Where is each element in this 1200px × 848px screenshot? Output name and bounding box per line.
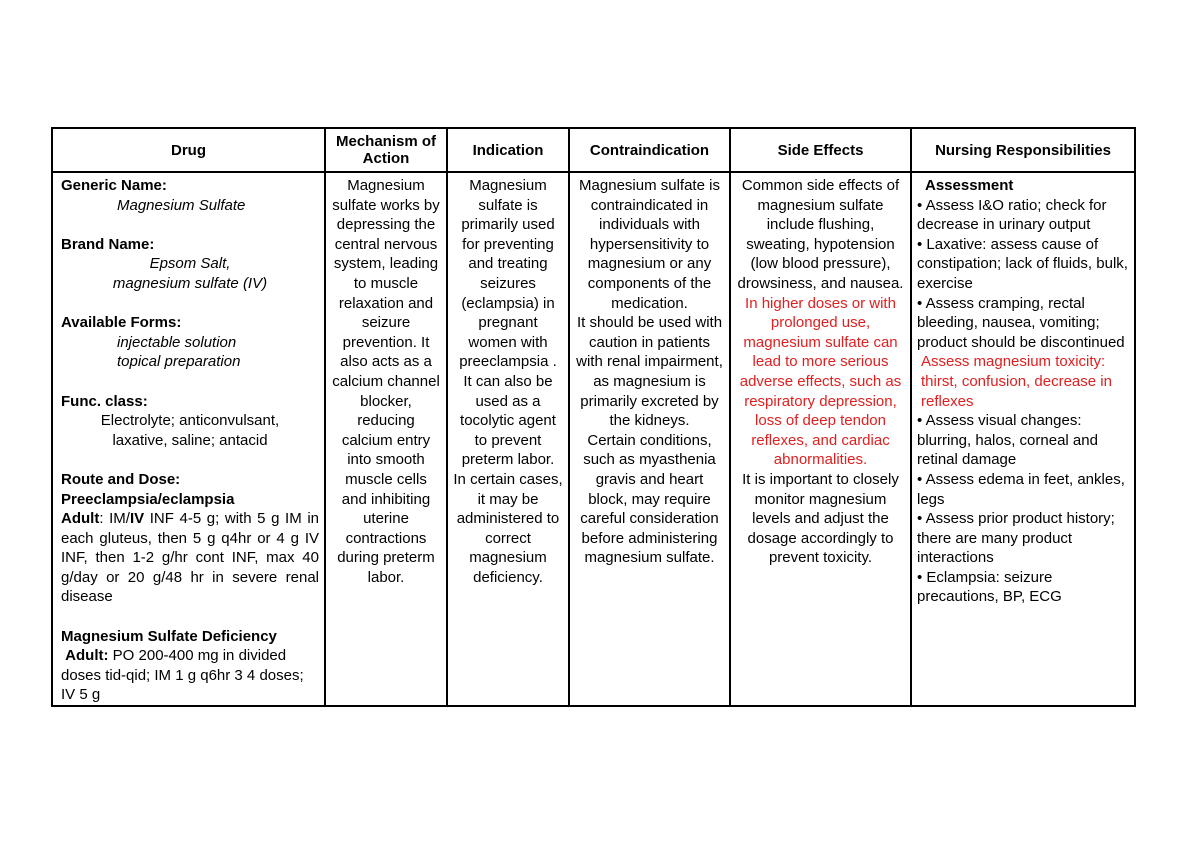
side-effects-text-3: It is important to closely monitor magnesium levels and adjust the dosage accordingly to prevent toxicity. [742,470,899,567]
contraindication-text-1: Magnesium sulfate is contraindicated in individuals with hypersensitivity to magnesium or any components of the medication. [579,177,720,312]
nursing-item: • Assess prior product history; there are many product interactions [917,510,1115,567]
generic-name-label: Generic Name: [61,177,167,194]
side-effects-cell [730,172,911,706]
table-row [52,172,1135,706]
contraindication-text-2: It should be used with caution in patients with renal impairment, as magnesium is primarily excreted by the kidneys. [576,314,723,430]
header-row [52,128,1135,172]
nursing-item: • Assess cramping, rectal bleeding, nausea, vomiting; product should be discontinued [917,294,1125,351]
nursing-item: • Eclampsia: seizure precautions, BP, ECG [917,568,1062,606]
nursing-cell [911,172,1135,706]
available-form-2: topical preparation [117,353,241,371]
brand-name-value-1: Epsom Salt, [149,255,231,273]
deficiency-dose-text: Adult: PO 200-400 mg in divided doses tid-qid; IM 1 g q6hr 3 4 doses; IV 5 g [61,647,304,704]
contraindication-cell [569,172,730,706]
indication-text-1: Magnesium sulfate is primarily used for preventing and treating seizures (eclampsia) in pregnant women with preeclampsia . [459,177,557,371]
header-contraindication: Contraindication [569,128,730,172]
deficiency-adult-label: Adult: [65,647,109,665]
nursing-item: • Assess I&O ratio; check for decrease in urinary output [917,196,1107,234]
side-effects-text-1: Common side effects of magnesium sulfate include flushing, sweating, hypotension (low blood pressure), drowsiness, and nausea. [737,177,904,292]
deficiency-label: Magnesium Sulfate Deficiency [61,627,277,645]
header-drug: Drug [52,128,325,172]
func-class-value-1: Electrolyte; anticonvulsant, [100,412,280,430]
route-dose-subheading: Preeclampsia/eclampsia [61,490,235,508]
iv-label: IV [129,510,145,528]
side-effects-text-2: In higher doses or with prolonged use, magnesium sulfate can lead to more serious adverse effects, such as respiratory depression, loss of deep tendon reflexes, and cardiac abnormalities. [739,294,902,469]
header-mechanism: Mechanism of Action [325,128,447,172]
func-class-label: Func. class: [61,392,148,410]
header-indication: Indication [447,128,569,172]
indication-text-2: It can also be used as a tocolytic agent to prevent preterm labor. [460,372,556,469]
brand-name-label: Brand Name: [61,235,155,253]
mechanism-text: Magnesium sulfate works by depressing the central nervous system, leading to muscle relaxation and seizure prevention. It also acts as a calcium channel blocker, reducing calcium entry into smooth muscle cells and inhibiting uterine contractions during preterm labor. [332,177,440,586]
available-forms-label: Available Forms: [61,314,182,332]
drug-cell [52,172,325,706]
indication-text-3: In certain cases, it may be administered to correct magnesium deficiency. [453,470,563,586]
header-side-effects: Side Effects [730,128,911,172]
nursing-item: • Laxative: assess cause of constipation; lack of fluids, bulk, exercise [917,235,1128,292]
nursing-item-red: Assess magnesium toxicity: thirst, confusion, decrease in reflexes [921,353,1112,410]
route-dose-label: Route and Dose: [61,470,181,488]
available-form-1: injectable solution [117,333,237,351]
adult-label: Adult [61,510,100,528]
contraindication-text-3: Certain conditions, such as myasthenia gravis and heart block, may require careful consideration before administering magnesium sulfate. [580,431,719,567]
func-class-value-2: laxative, saline; antacid [112,431,268,449]
drug-study-table [51,127,1136,707]
generic-name-value: Magnesium Sulfate [117,196,246,214]
adult-dose-text: Adult: IM/IV INF 4-5 g; with 5 g IM in each gluteus, then 5 g q4hr or 4 g IV INF, then 1-2 g/hr cont INF, max 40 g/day or 20 g/48 hr in severe renal disease [61,510,319,606]
mechanism-cell [325,172,447,706]
nursing-item: • Assess edema in feet, ankles, legs [917,470,1125,508]
header-nursing: Nursing Responsibilities [911,128,1135,172]
indication-cell [447,172,569,706]
assessment-heading: Assessment [925,177,1014,194]
nursing-item: • Assess visual changes: blurring, halos, corneal and retinal damage [917,412,1098,469]
brand-name-value-2: magnesium sulfate (IV) [112,274,268,292]
